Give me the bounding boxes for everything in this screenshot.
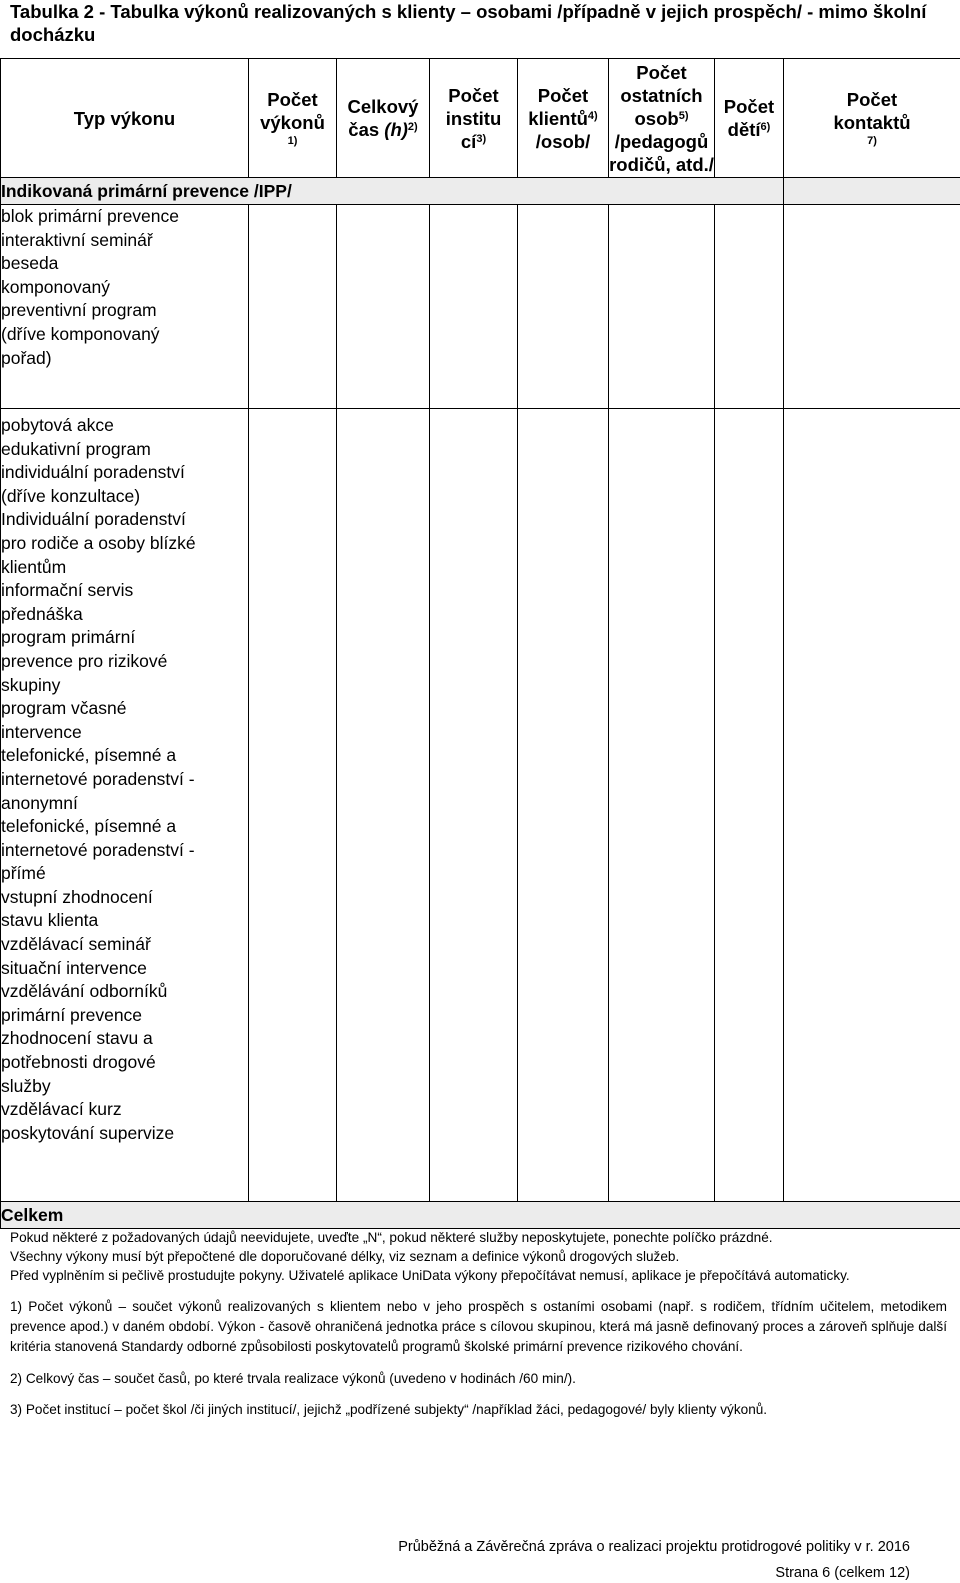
performance-type-label: anonymní [1,792,78,813]
performance-type-label: (dříve konzultace) [1,485,141,506]
performance-type-label: přednáška [1,603,83,624]
header-row [1,59,960,178]
performance-type-label: pobytová akce [1,415,114,435]
cell[interactable] [518,409,609,1202]
total-row [1,1202,960,1229]
performance-type-label: preventivní program [1,300,157,321]
performance-type-label: poskytování supervize [1,1122,175,1143]
performance-type-label: vzdělávání odborníků [1,981,168,1002]
performance-type-label: zhodnocení stavu a [1,1028,153,1049]
performance-type-label: stavu klienta [1,910,99,931]
performance-type-label: pořad) [1,347,52,368]
performance-type-label: informační servis [1,580,134,601]
performance-type-label: přímé [1,863,46,884]
cell[interactable] [609,409,715,1202]
performance-type-label: intervence [1,721,82,742]
performance-type-label: internetové poradenství - [1,839,195,860]
note-3: Před vyplněním si pečlivě prostudujte pokyny. Uživatelé aplikace UniData výkony přepočítávat nemusí, aplikace je přepočítává automaticky. [10,1268,850,1283]
cell[interactable] [715,409,784,1202]
cell[interactable] [715,205,784,409]
col-pocet-kontaktu: Počet kontaktů 7) [784,59,960,178]
performance-type-label: telefonické, písemné a [1,816,177,837]
data-block-2 [1,409,960,1202]
cell[interactable] [337,409,430,1202]
footnote-3: 3) Počet institucí – počet škol /či jiných institucí/, jejichž „podřízené subjekty“ /například žáci, pedagogové/ byly klienty výkonů. [10,1402,768,1417]
performance-type-label: telefonické, písemné a [1,745,177,766]
performance-type-label: beseda [1,253,59,274]
section-fill [784,178,960,205]
report-footer: Průběžná a Závěrečná zpráva o realizaci projektu protidrogové politiky v r. 2016 [398,1539,910,1555]
performance-type-label: služby [1,1075,51,1096]
col-pocet-deti: Počet dětí$^{6)}$ [715,59,784,178]
cell[interactable] [518,205,609,409]
performance-type-label: program včasné [1,698,127,719]
performance-type-label: prevence pro rizikové [1,650,168,671]
col-typ-vykonu: Typ výkonu [1,59,249,178]
performance-type-label: individuální poradenství [1,462,185,483]
cell[interactable] [609,205,715,409]
page-number: Strana 6 (celkem 12) [775,1565,910,1581]
section-row-ipp [1,178,960,205]
performance-type-label: interaktivní seminář [1,229,153,250]
note-2: Všechny výkony musí být přepočtené dle doporučované délky, viz seznam a definice výkonů drogových služeb. [10,1249,680,1264]
block2-labels [1,409,249,1202]
cell[interactable] [337,205,430,409]
col-pocet-instituci: Počet institu $cí^{3)}$ [430,59,518,178]
performance-type-label: vstupní zhodnocení [1,886,153,907]
col-pocet-ostatnich: Počet ostatních osob$^{5)}$ /pedagogů rodičů, atd./ [609,59,715,178]
performance-type-label: skupiny [1,674,61,695]
col-pocet-vykonu: Počet výkonů 1) [249,59,337,178]
performance-type-label: pro rodiče a osoby blízké [1,532,196,553]
footnote-1: 1) Počet výkonů – součet výkonů realizovaných s klientem nebo v jeho prospěch s ostaními osobami (např. s rodičem, třídním učitelem, metodikem prevence apod.) v daném období. Výkon - časově ohraničená jednotka práce s cílovou skupinou, která má jasně definovaný proces a zároveň splňuje další kritéria stanovená Standardy odborné způsobilosti poskytovatelů programů školské primární prevence rizikového chování. [10,1299,947,1354]
performance-type-label: klientům [1,556,67,577]
performance-type-label: komponovaný [1,276,110,297]
performance-type-label: edukativní program [1,438,151,459]
performance-type-label: vzdělávací seminář [1,934,151,955]
block1-labels [1,205,249,409]
cell[interactable] [784,205,960,409]
performance-type-label: situační intervence [1,957,147,978]
performance-type-label: Individuální poradenství [1,509,186,530]
note-1: Pokud některé z požadovaných údajů neevidujete, uveďte „N“, pokud některé služby neposkytujete, ponechte políčko prázdné. [10,1230,773,1245]
performance-type-label: internetové poradenství - [1,768,195,789]
cell[interactable] [249,409,337,1202]
section-title: Indikovaná primární prevence /IPP/ [1,178,784,205]
cell[interactable] [430,205,518,409]
performance-type-label: vzdělávací kurz [1,1099,122,1120]
notes [10,1228,947,1419]
total-label: Celkem [1,1202,960,1229]
cell[interactable] [430,409,518,1202]
performance-type-label: (dříve komponovaný [1,323,160,344]
data-block-1 [1,205,960,409]
cell[interactable] [249,205,337,409]
col-celkovy-cas: Celkový čas $(h)^{2)}$ [337,59,430,178]
performance-type-label: potřebnosti drogové [1,1052,156,1073]
col-pocet-klientu: Počet klientů$^{4)}$ /osob/ [518,59,609,178]
performance-type-label: primární prevence [1,1004,143,1025]
performance-table [0,58,960,1229]
table-title: Tabulka 2 - Tabulka výkonů realizovaných s klienty – osobami /případně v jejich prospěch/ - mimo školní docházku [10,1,927,45]
footnote-2: 2) Celkový čas – součet časů, po které trvala realizace výkonů (uvedeno v hodinách /60 min/). [10,1371,576,1386]
cell[interactable] [784,409,960,1202]
performance-type-label: program primární [1,627,136,648]
performance-type-label: blok primární prevence [1,206,179,226]
